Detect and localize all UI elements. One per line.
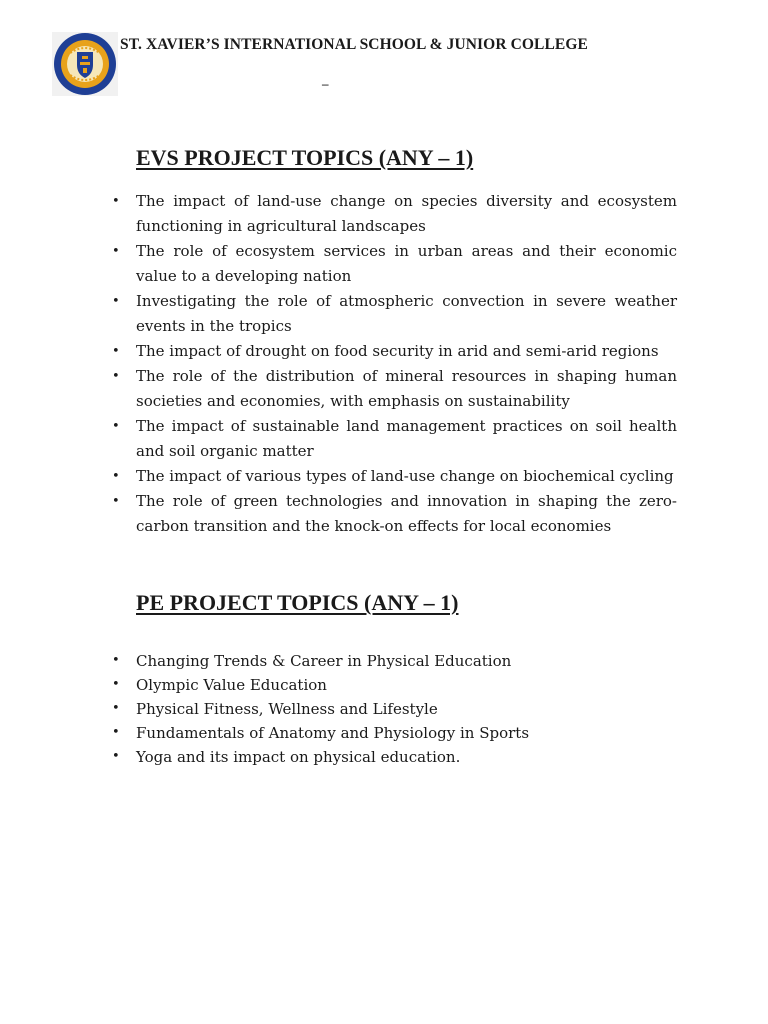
list-item [110, 489, 677, 539]
list-item [110, 745, 677, 769]
header-dash: – [322, 76, 329, 91]
list-item [110, 649, 677, 673]
evs-topic: The role of green technologies and innovation in shaping the zero-carbon transition and the knock-on effects for local economies [136, 492, 677, 535]
school-logo [52, 32, 118, 96]
evs-topic: The role of ecosystem services in urban areas and their economic value to a developing nation [136, 242, 677, 285]
list-item [110, 673, 677, 697]
pe-topic: Physical Fitness, Wellness and Lifestyle [136, 700, 438, 718]
bullet-icon: • [112, 194, 120, 209]
bullet-icon: • [112, 344, 120, 359]
evs-topic: Investigating the role of atmospheric convection in severe weather events in the tropics [136, 292, 677, 335]
bullet-icon: • [112, 469, 120, 484]
list-item [110, 339, 677, 364]
list-item [110, 414, 677, 464]
list-item [110, 464, 677, 489]
bullet-icon: • [112, 294, 120, 309]
school-crest-icon [52, 32, 118, 96]
bullet-icon: • [112, 749, 120, 764]
list-item [110, 697, 677, 721]
list-item [110, 364, 677, 414]
bullet-icon: • [112, 494, 120, 509]
list-item [110, 289, 677, 339]
school-name: ST. XAVIER’S INTERNATIONAL SCHOOL & JUNIOR COLLEGE [120, 36, 588, 53]
pe-topic: Changing Trends & Career in Physical Education [136, 652, 512, 670]
evs-topic: The impact of land-use change on species diversity and ecosystem functioning in agricultural landscapes [136, 192, 677, 235]
evs-topic: The impact of drought on food security in arid and semi-arid regions [136, 342, 659, 360]
list-item [110, 721, 677, 745]
bullet-icon: • [112, 677, 120, 692]
pe-topic: Yoga and its impact on physical education. [136, 748, 461, 766]
bullet-icon: • [112, 725, 120, 740]
evs-topic: The impact of various types of land-use change on biochemical cycling [136, 467, 674, 485]
pe-topic-list [110, 649, 677, 769]
list-item [110, 189, 677, 239]
bullet-icon: • [112, 244, 120, 259]
pe-heading: PE PROJECT TOPICS (ANY – 1) [136, 590, 459, 615]
pe-topic: Olympic Value Education [136, 676, 327, 694]
list-item [110, 239, 677, 289]
pe-topic: Fundamentals of Anatomy and Physiology in Sports [136, 724, 530, 742]
evs-heading: EVS PROJECT TOPICS (ANY – 1) [136, 145, 474, 170]
bullet-icon: • [112, 701, 120, 716]
evs-topic: The role of the distribution of mineral resources in shaping human societies and economies, with emphasis on sustainability [136, 367, 677, 410]
bullet-icon: • [112, 369, 120, 384]
evs-topic-list [110, 189, 677, 539]
bullet-icon: • [112, 419, 120, 434]
bullet-icon: • [112, 653, 120, 668]
evs-topic: The impact of sustainable land management practices on soil health and soil organic matter [136, 417, 677, 460]
